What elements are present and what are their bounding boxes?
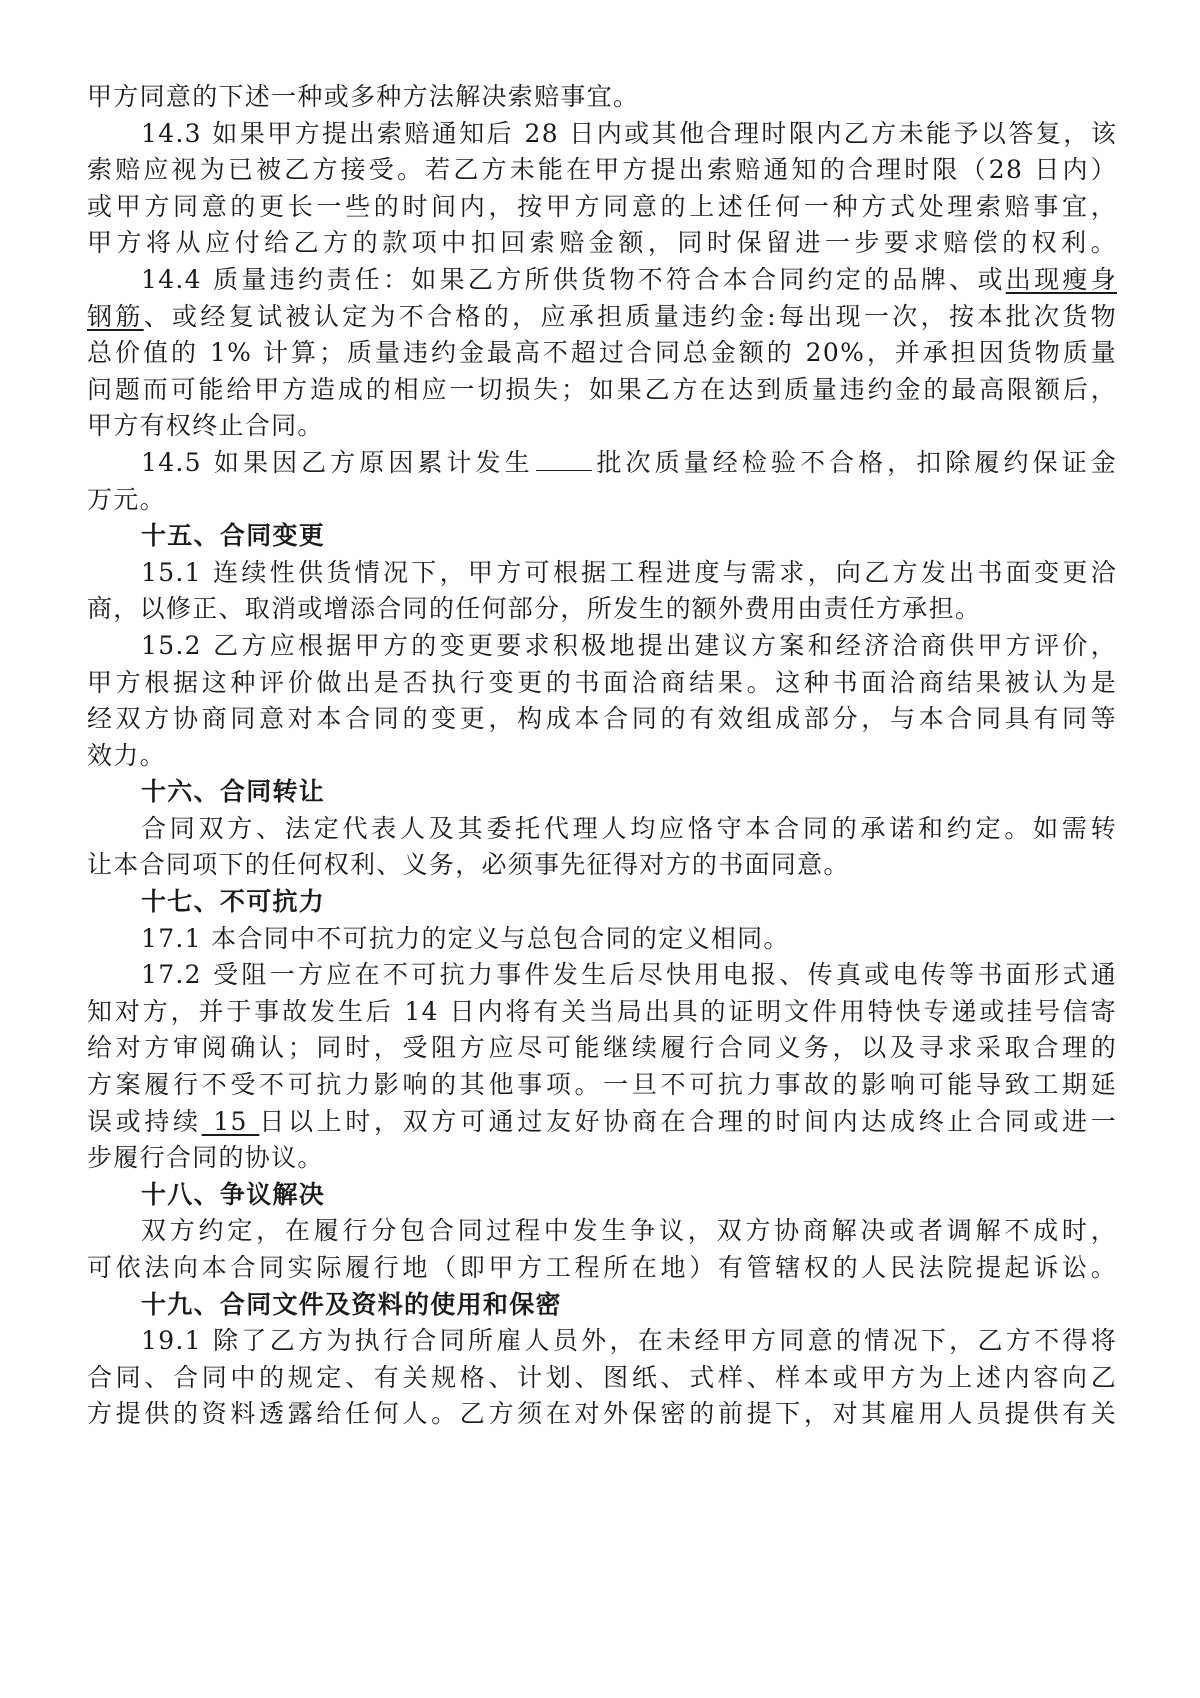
clause-15-1-line: 商，以修正、取消或增添合同的任何部分，所发生的额外费用由责任方承担。 xyxy=(87,594,982,624)
clause-14-5-text: 14.5 如果因乙方原因累计发生 xyxy=(141,447,534,477)
filled-days-value: 15 xyxy=(201,1106,260,1136)
clause-15-2-line: 15.2 乙方应根据甲方的变更要求积极地提出建议方案和经济洽商供甲方评价， xyxy=(141,630,1117,660)
clause-15-1-line: 15.1 连续性供货情况下，甲方可根据工程进度与需求，向乙方发出书面变更洽 xyxy=(141,557,1117,587)
clause-16 xyxy=(87,811,1117,884)
clause-14-5 xyxy=(87,445,1117,518)
clause-19-1-line: 19.1 除了乙方为执行合同所雇人员外，在未经甲方同意的情况下，乙方不得将 xyxy=(141,1326,1117,1356)
clause-19-1 xyxy=(87,1323,1117,1433)
clause-17-2 xyxy=(87,957,1117,1177)
clause-14-5-line: 万元。 xyxy=(87,484,166,514)
clause-14-3-line: 甲方将从应付给乙方的款项中扣回索赔金额，同时保留进一步要求赔偿的权利。 xyxy=(87,228,1117,258)
clause-19-1-line: 合同、合同中的规定、有关规格、计划、图纸、式样、样本或甲方为上述内容向乙 xyxy=(87,1362,1117,1392)
clause-18 xyxy=(87,1213,1117,1286)
clause-17-2-line: 方案履行不受不可抗力影响的其他事项。一旦不可抗力事故的影响可能导致工期延 xyxy=(87,1070,1117,1100)
clause-19-1-line: 方提供的资料透露给任何人。乙方须在对外保密的前提下，对其雇用人员提供有关 xyxy=(87,1399,1117,1429)
clause-14-4-underlined-term: 钢筋 xyxy=(87,301,144,331)
clause-14-4-text: 、或经复试被认定为不合格的，应承担质量违约金:每出现一次，按本批次货物 xyxy=(143,301,1117,331)
section-heading-17: 十七、不可抗力 xyxy=(141,887,326,917)
section-heading-15: 十五、合同变更 xyxy=(141,521,326,551)
section-heading-18: 十八、争议解决 xyxy=(141,1179,326,1209)
section-heading-16: 十六、合同转让 xyxy=(141,777,326,807)
clause-14-4-line xyxy=(87,299,1117,336)
clause-14-5-text: 批次质量经检验不合格，扣除履约保证金 xyxy=(593,447,1117,477)
clause-14-4-line: 甲方有权终止合同。 xyxy=(87,411,324,441)
clause-14-4-line xyxy=(87,262,1117,299)
clause-17-2-line: 给对方审阅确认；同时，受阻方应尽可能继续履行合同义务，以及寻求采取合理的 xyxy=(87,1033,1117,1063)
clause-18-line: 可依法向本合同实际履行地（即甲方工程所在地）有管辖权的人民法院提起诉讼。 xyxy=(87,1253,1117,1282)
clause-14-4-text: 14.4 质量违约责任：如果乙方所供货物不符合本合同约定的品牌、或 xyxy=(141,264,1006,294)
clause-14-4-underlined-term: 出现瘦身 xyxy=(1005,264,1118,294)
clause-17-2-line: 17.2 受阻一方应在不可抗力事件发生后尽快用电报、传真或电传等书面形式通 xyxy=(141,960,1117,990)
clause-14-3 xyxy=(87,116,1117,262)
clause-15-2-line: 效力。 xyxy=(87,740,166,770)
contract-page xyxy=(87,79,1117,1433)
clause-17-2-line: 知对方，并于事故发生后 14 日内将有关当局出具的证明文件用特快专递或挂号信寄 xyxy=(87,996,1117,1026)
section-heading-19: 十九、合同文件及资料的使用和保密 xyxy=(141,1289,562,1319)
clause-14-4-line: 总价值的 1% 计算；质量违约金最高不超过合同总金额的 20%，并承担因货物质量 xyxy=(87,338,1117,368)
clause-16-line: 合同双方、法定代表人及其委托代理人均应恪守本合同的承诺和约定。如需转 xyxy=(141,813,1117,843)
clause-14-4 xyxy=(87,262,1117,445)
clause-18-line: 双方约定，在履行分包合同过程中发生争议，双方协商解决或者调解不成时， xyxy=(141,1216,1117,1246)
clause-14-3-line: 14.3 如果甲方提出索赔通知后 28 日内或其他合理时限内乙方未能予以答复，该 xyxy=(141,118,1117,148)
clause-17-1: 17.1 本合同中不可抗力的定义与总包合同的定义相同。 xyxy=(141,923,790,953)
clause-17-2-line: 步履行合同的协议。 xyxy=(87,1143,324,1173)
clause-17-2-line xyxy=(87,1104,1117,1141)
clause-17-2-text: 误或持续 xyxy=(87,1106,202,1136)
clause-14-4-line: 问题而可能给甲方造成的相应一切损失；如果乙方在达到质量违约金的最高限额后， xyxy=(87,374,1117,404)
clause-14-5-line xyxy=(87,445,1117,482)
fill-in-blank xyxy=(536,450,592,471)
clause-15-2 xyxy=(87,628,1117,774)
clause-14-3-line: 或甲方同意的更长一些的时间内，按甲方同意的上述任何一种方式处理索赔事宜， xyxy=(87,191,1117,221)
paragraph-14-2-tail: 甲方同意的下述一种或多种方法解决索赔事宜。 xyxy=(87,82,640,111)
clause-16-line: 让本合同项下的任何权利、义务，必须事先征得对方的书面同意。 xyxy=(87,850,850,880)
clause-17-2-text: 日以上时，双方可通过友好协商在合理的时间内达成终止合同或进一 xyxy=(259,1106,1117,1136)
clause-15-2-line: 甲方根据这种评价做出是否执行变更的书面洽商结果。这种书面洽商结果被认为是 xyxy=(87,667,1117,697)
clause-15-1 xyxy=(87,555,1117,628)
clause-14-3-line: 索赔应视为已被乙方接受。若乙方未能在甲方提出索赔通知的合理时限（28 日内） xyxy=(87,155,1117,185)
clause-15-2-line: 经双方协商同意对本合同的变更，构成本合同的有效组成部分，与本合同具有同等 xyxy=(87,704,1117,734)
